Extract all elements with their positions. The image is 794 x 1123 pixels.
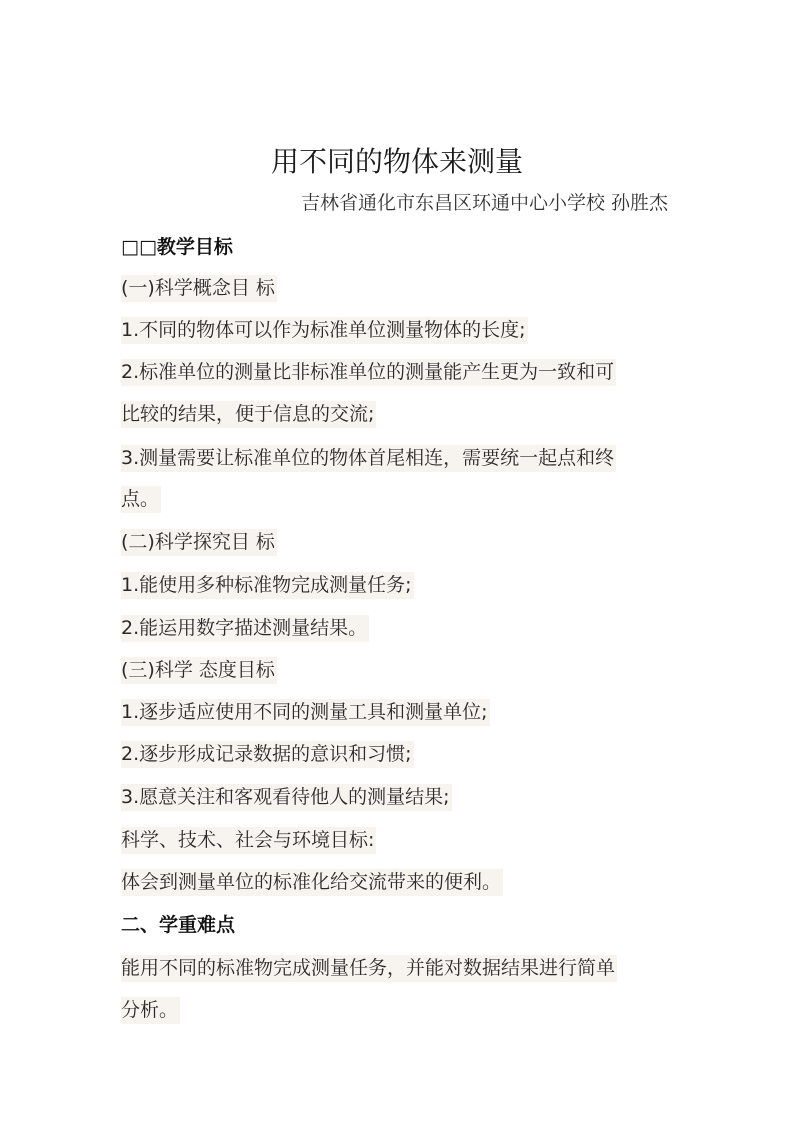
sts-label: 科学、技术、社会与环境目标:	[121, 825, 376, 855]
paragraph-continuation: 分析。	[121, 995, 180, 1025]
list-item-continuation: 点。	[121, 484, 161, 514]
sts-text: 体会到测量单位的标准化给交流带来的便利。	[121, 867, 503, 897]
list-item: 1.不同的物体可以作为标准单位测量物体的长度;	[121, 315, 528, 345]
section-heading-difficulties: 二、学重难点	[121, 914, 236, 936]
list-item: 2.能运用数字描述测量结果。	[121, 613, 369, 643]
list-item-continuation: 比较的结果，便于信息的交流;	[121, 399, 376, 429]
list-item: 3.测量需要让标准单位的物体首尾相连，需要统一起点和终	[121, 443, 616, 473]
subheading-concept: (一)科学概念目 标	[121, 273, 277, 303]
missing-glyph-marker: □□	[121, 236, 157, 258]
author-line: 吉林省通化市东昌区环通中心小学校 孙胜杰	[300, 192, 668, 214]
list-item: 3.愿意关注和客观看待他人的测量结果;	[121, 782, 452, 812]
paragraph: 能用不同的标准物完成测量任务，并能对数据结果进行简单	[121, 953, 617, 983]
list-item: 2.逐步形成记录数据的意识和习惯;	[121, 739, 414, 769]
section-heading-text: 教学目标	[156, 236, 233, 258]
subheading-attitude: (三)科学 态度目标	[121, 655, 277, 685]
list-item: 1.逐步适应使用不同的测量工具和测量单位;	[121, 697, 490, 727]
section-heading-objectives	[121, 232, 233, 262]
list-item: 2.标准单位的测量比非标准单位的测量能产生更为一致和可	[121, 357, 616, 387]
list-item: 1.能使用多种标准物完成测量任务;	[121, 570, 414, 600]
subheading-inquiry: (二)科学探究目 标	[121, 527, 277, 557]
document-title: 用不同的物体来测量	[270, 145, 523, 178]
